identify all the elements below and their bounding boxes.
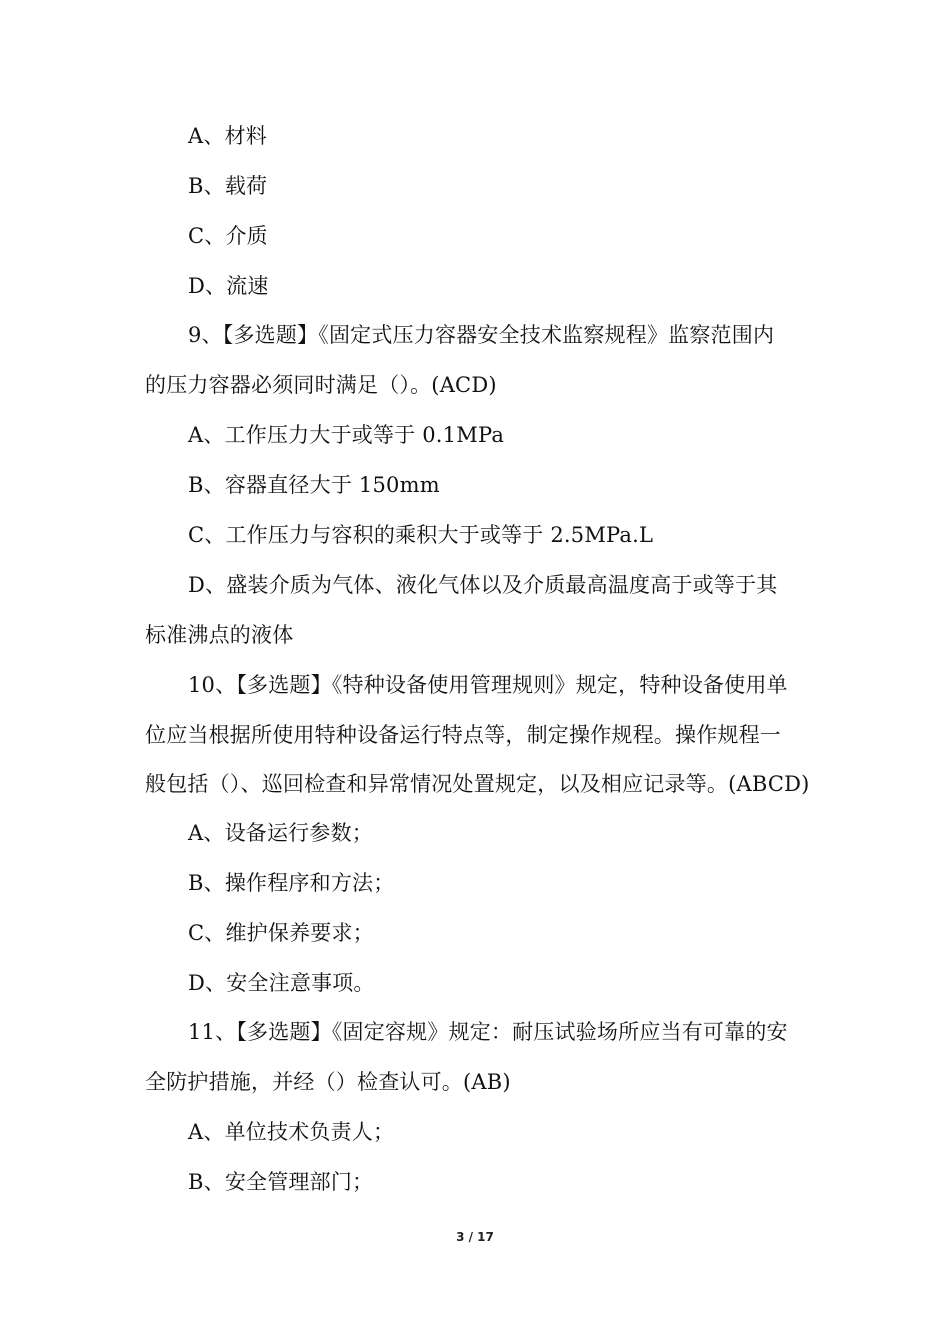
page-number: 3 / 17 [456, 1230, 494, 1244]
option-c-q9: C、工作压力与容积的乘积大于或等于 2.5MPa.L [188, 523, 654, 547]
question-10-line-3: 般包括（）、巡回检查和异常情况处置规定，以及相应记录等。(ABCD) [145, 772, 810, 796]
question-9-line-2: 的压力容器必须同时满足（）。(ACD) [145, 373, 497, 397]
option-d-q8: D、流速 [188, 274, 269, 298]
option-d-q10: D、安全注意事项。 [188, 971, 375, 995]
question-9-line-1: 9、【多选题】《固定式压力容器安全技术监察规程》监察范围内 [188, 323, 775, 347]
option-a-q9: A、工作压力大于或等于 0.1MPa [188, 423, 505, 447]
option-d-q9-line-2: 标准沸点的液体 [145, 623, 294, 647]
option-a-q8: A、材料 [188, 124, 267, 148]
question-11-line-1: 11、【多选题】《固定容规》规定：耐压试验场所应当有可靠的安 [188, 1020, 788, 1044]
option-b-q10: B、操作程序和方法； [188, 871, 395, 895]
option-c-q8: C、介质 [188, 224, 268, 248]
option-b-q9: B、容器直径大于 150mm [188, 473, 440, 497]
option-b-q8: B、载荷 [188, 174, 268, 198]
option-a-q11: A、单位技术负责人； [188, 1120, 395, 1144]
question-11-line-2: 全防护措施，并经（）检查认可。(AB) [145, 1070, 511, 1094]
question-10-line-1: 10、【多选题】《特种设备使用管理规则》规定，特种设备使用单 [188, 673, 788, 697]
option-b-q11: B、安全管理部门； [188, 1170, 374, 1194]
option-d-q9-line-1: D、盛装介质为气体、液化气体以及介质最高温度高于或等于其 [188, 573, 778, 597]
option-c-q10: C、维护保养要求； [188, 921, 374, 945]
option-a-q10: A、设备运行参数； [188, 821, 373, 845]
question-10-line-2: 位应当根据所使用特种设备运行特点等，制定操作规程。操作规程一 [145, 723, 781, 747]
